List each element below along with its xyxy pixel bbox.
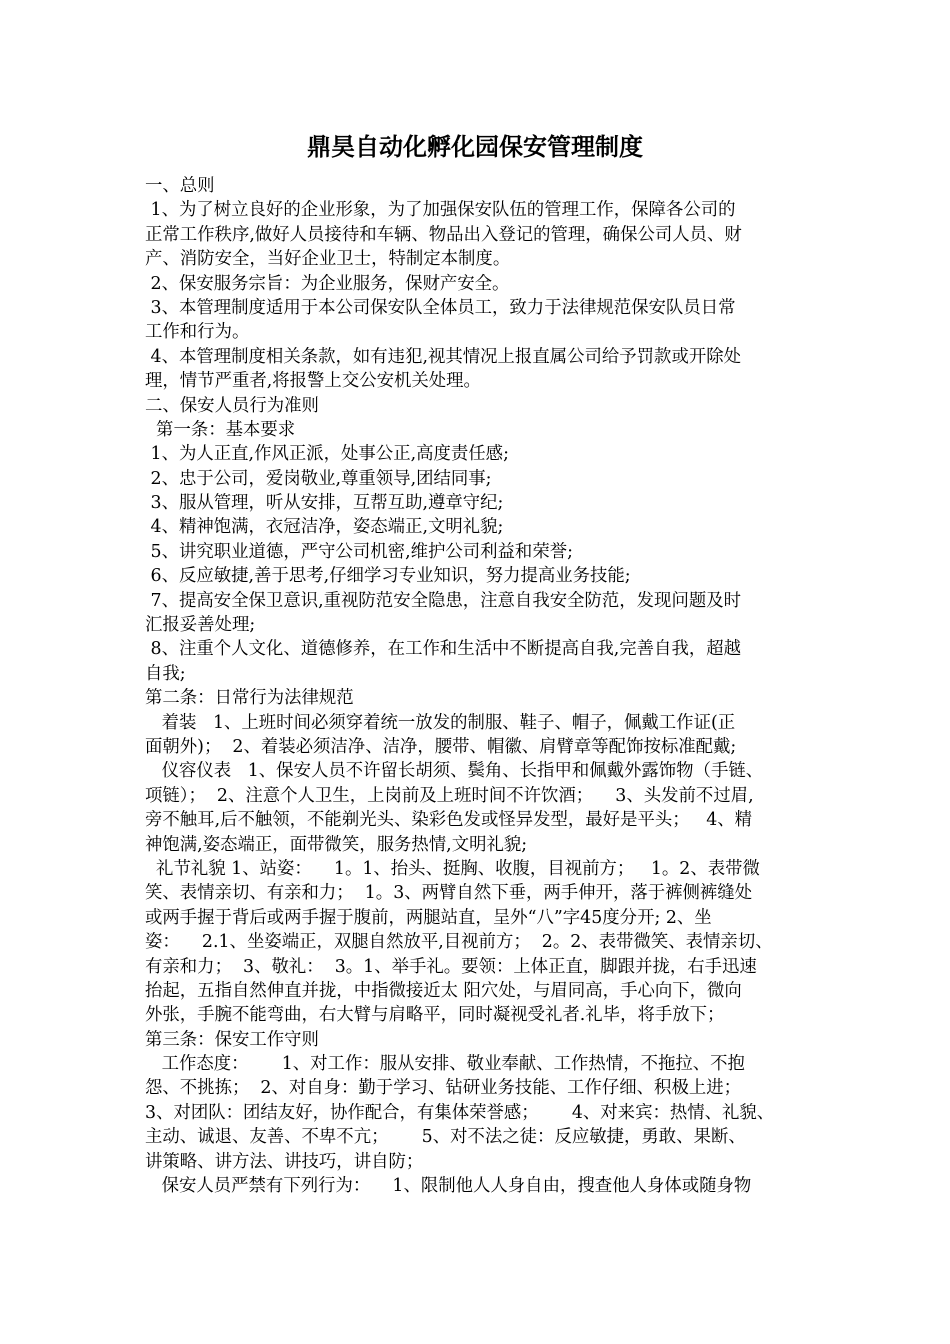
text-line: 笑、表情亲切、有亲和力； 1。3、两臂自然下垂，两手伸开，落于裤侧裤缝处 — [145, 883, 753, 904]
text-line: 1、为了树立良好的企业形象，为了加强保安队伍的管理工作，保障各公司的 — [145, 200, 736, 221]
text-line: 工作和行为。 — [145, 322, 250, 343]
text-line: 外张，手腕不能弯曲，右大臂与肩略平，同时凝视受礼者.礼毕，将手放下； — [145, 1005, 725, 1026]
text-line: 正常工作秩序,做好人员接待和车辆、物品出入登记的管理，确保公司人员、财 — [145, 224, 742, 245]
text-line: 第二条：日常行为法律规范 — [145, 688, 354, 709]
text-line: 项链）； 2、注意个人卫生，上岗前及上班时间不许饮酒； 3、头发前不过眉, — [145, 785, 754, 806]
text-line: 3、服从管理，听从安排，互帮互助,遵章守纪; — [145, 493, 504, 514]
text-line: 1、为人正直,作风正派，处事公正,高度责任感; — [145, 444, 509, 465]
text-line: 或两手握于背后或两手握于腹前，两腿站直，呈外“八”字45度分开; 2、坐 — [145, 907, 712, 928]
text-line: 抬起，五指自然伸直并拢，中指微接近太 阳穴处，与眉同高，手心向下，微向 — [145, 980, 742, 1001]
text-line: 4、本管理制度相关条款，如有违犯,视其情况上报直属公司给予罚款或开除处 — [145, 346, 742, 367]
text-line: 主动、诚退、友善、不卑不亢； 5、对不法之徒：反应敏捷，勇敢、果断、 — [145, 1127, 746, 1148]
text-line: 3、本管理制度适用于本公司保安队全体员工，致力于法律规范保安队员日常 — [145, 297, 736, 318]
text-line: 产、消防安全，当好企业卫士，特制定本制度。 — [145, 249, 511, 270]
text-line: 7、提高安全保卫意识,重视防范安全隐患，注意自我安全防范，发现问题及时 — [145, 590, 742, 611]
text-line: 保安人员严禁有下列行为： 1、限制他人人身自由，搜查他人身体或随身物 — [145, 1176, 752, 1197]
text-line: 姿： 2.1、坐姿端正，双腿自然放平,目视前方； 2。2、表带微笑、表情亲切、 — [145, 932, 773, 953]
document-title: 鼎昊自动化孵化园保安管理制度 — [307, 133, 643, 161]
text-line: 第三条：保安工作守则 — [145, 1029, 319, 1050]
text-line: 自我; — [145, 663, 186, 684]
text-line: 理，情节严重者,将报警上交公安机关处理。 — [145, 371, 481, 392]
text-line: 3、对团队：团结友好，协作配合，有集体荣誉感； 4、对来宾：热情、礼貌、 — [145, 1102, 775, 1123]
text-line: 二、保安人员行为准则 — [145, 395, 319, 416]
text-line: 5、讲究职业道德，严守公司机密,维护公司利益和荣誉; — [145, 541, 573, 562]
text-line: 4、精神饱满，衣冠洁净，姿态端正,文明礼貌; — [145, 517, 504, 538]
text-line: 6、反应敏捷,善于思考,仔细学习专业知识，努力提高业务技能; — [145, 566, 631, 587]
text-line: 着装 1、上班时间必须穿着统一放发的制服、鞋子、帽子，佩戴工作证(正 — [145, 712, 736, 733]
text-line: 面朝外)； 2、着装必须洁净、洁净，腰带、帽徽、肩臂章等配饰按标准配戴; — [145, 736, 737, 757]
text-line: 旁不触耳,后不触领，不能剃光头、染彩色发或怪异发型，最好是平头； 4、精 — [145, 810, 753, 831]
text-line: 有亲和力； 3、敬礼： 3。1、举手礼。要领：上体正直，脚跟并拢，右手迅速 — [145, 956, 757, 977]
text-line: 8、注重个人文化、道德修养，在工作和生活中不断提高自我,完善自我，超越 — [145, 639, 742, 660]
text-line: 汇报妥善处理; — [145, 615, 256, 636]
text-line: 神饱满,姿态端正，面带微笑，服务热情,文明礼貌; — [145, 834, 528, 855]
text-line: 礼节礼貌 1、站姿： 1。1、抬头、挺胸、收腹，目视前方； 1。2、表带微 — [145, 858, 760, 879]
text-line: 仪容仪表 1、保安人员不许留长胡须、鬓角、长指甲和佩戴外露饰物（手链、 — [145, 761, 764, 782]
text-line: 第一条：基本要求 — [145, 419, 296, 440]
text-line: 怨、不挑拣； 2、对自身：勤于学习、钻研业务技能、工作仔细、积极上进； — [145, 1078, 742, 1099]
text-line: 一、总则 — [145, 176, 215, 196]
document-body — [145, 174, 825, 1198]
text-line: 2、保安服务宗旨：为企业服务，保财产安全。 — [145, 273, 510, 294]
text-line: 2、忠于公司，爱岗敬业,尊重领导,团结同事; — [145, 468, 492, 489]
text-line: 工作态度： 1、对工作：服从安排、敬业奉献、工作热情，不拖拉、不抱 — [145, 1054, 745, 1075]
text-line: 讲策略、讲方法、讲技巧，讲自防； — [145, 1151, 424, 1172]
